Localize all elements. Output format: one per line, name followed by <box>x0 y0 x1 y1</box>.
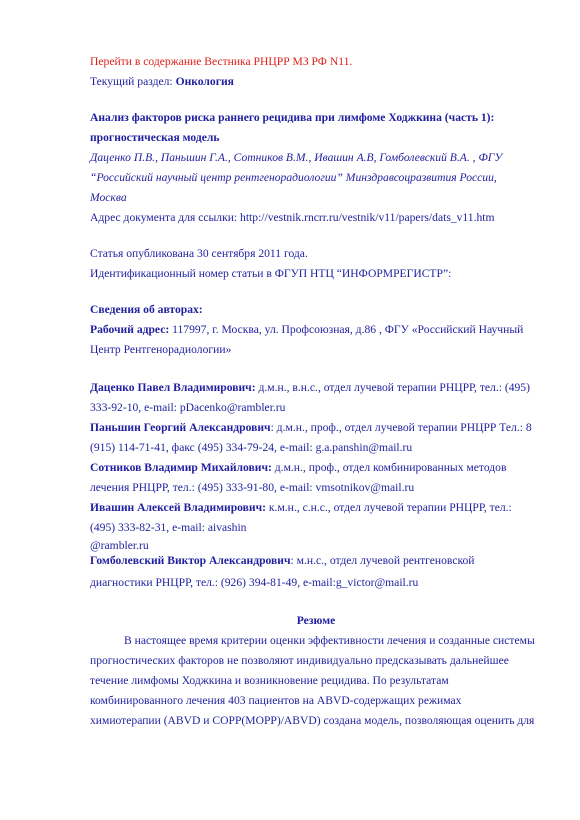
author-details-cont: диагностики РНЦРР, тел.: (926) 394-81-49, e-mail:g_victor@mail.ru <box>90 576 419 589</box>
author-info-ivashin <box>90 498 542 518</box>
published-date: Статья опубликована 30 сентября 2011 года. <box>90 247 308 260</box>
authors-line2: “Российский научный центр рентгенорадиологии” Минздравсоцразвития России, <box>90 171 497 184</box>
author-details-cont: (915) 114-71-41, факс (495) 334-79-24, e-mail: g.a.panshin@mail.ru <box>90 441 413 454</box>
current-section <box>90 72 542 92</box>
author-name: Даценко Павел Владимирович: <box>90 381 256 394</box>
authors-line1: Даценко П.В., Паньшин Г.А., Сотников В.М., Ивашин А.В, Гомболевский В.А. , ФГУ <box>90 151 503 164</box>
abstract-line: химиотерапии (ABVD и COPP(MOPP)/ABVD) создана модель, позволяющая оценить для <box>90 714 535 727</box>
author-info-sotnikov <box>90 458 542 478</box>
author-info-panshin <box>90 418 542 438</box>
abstract-line: комбинированного лечения 403 пациентов на ABVD-содержащих режимах <box>90 694 462 707</box>
section-name: Онкология <box>175 75 234 88</box>
authors-info-heading: Сведения об авторах: <box>90 303 203 316</box>
work-address-label: Рабочий адрес: <box>90 323 170 336</box>
author-info-datsenko <box>90 378 542 398</box>
abstract-line: течение лимфомы Ходжкина и возникновение рецидива. По результатам <box>90 674 449 687</box>
document-page <box>90 52 542 731</box>
article-id-line: Идентификационный номер статьи в ФГУП НТЦ “ИНФОРМРЕГИСТР”: <box>90 267 452 280</box>
abstract-line: В настоящее время критерии оценки эффективности лечения и созданные системы <box>124 634 535 647</box>
author-name: Ивашин Алексей Владимирович: <box>90 501 267 514</box>
author-details-cont: 333-92-10, e-mail: pDacenko@rambler.ru <box>90 401 286 414</box>
author-details: : м.н.с., отдел лучевой рентгеновской <box>290 554 475 567</box>
abstract-heading: Резюме <box>296 614 336 627</box>
author-name: Гомболевский Виктор Александрович <box>90 554 291 567</box>
authors-line3: Москва <box>90 191 127 204</box>
author-name: Сотников Владимир Михайлович: <box>90 461 272 474</box>
section-prefix: Текущий раздел: <box>90 75 176 88</box>
author-details: д.м.н., проф., отдел комбинированных методов <box>271 461 507 474</box>
document-address: Адрес документа для ссылки: http://vestnik.rncrr.ru/vestnik/v11/papers/dats_v11.htm <box>90 211 495 224</box>
abstract-line: прогностических факторов не позволяют индивидуально предсказывать дальнейшее <box>90 654 509 667</box>
work-address-text: 117997, г. Москва, ул. Профсоюзная, д.86 , ФГУ «Российский Научный <box>169 323 524 336</box>
author-info-gombolevsky <box>90 553 542 568</box>
author-details-cont: лечения РНЦРР, тел.: (495) 333-91-80, e-mail: vmsotnikov@mail.ru <box>90 481 415 494</box>
author-details-cont: @rambler.ru <box>90 539 149 552</box>
article-title-line1: Анализ факторов риска раннего рецидива при лимфоме Ходжкина (часть 1): <box>90 111 495 124</box>
author-details-cont: (495) 333-82-31, e-mail: aivashin <box>90 521 247 534</box>
toc-link[interactable]: Перейти в содержание Вестника РНЦРР МЗ РФ N11. <box>90 55 353 68</box>
work-address <box>90 320 542 340</box>
author-details: к.м.н., с.н.с., отдел лучевой терапии РНЦРР, тел.: <box>266 501 512 514</box>
article-title-line2: прогностическая модель <box>90 131 220 144</box>
author-details: д.м.н., в.н.с., отдел лучевой терапии РНЦРР, тел.: (495) <box>255 381 530 394</box>
work-address-line2: Центр Рентгенорадиологии» <box>90 343 232 356</box>
author-details: : д.м.н., проф., отдел лучевой терапии РНЦРР Тел.: 8 <box>270 421 532 434</box>
author-name: Паньшин Георгий Александрович <box>90 421 271 434</box>
